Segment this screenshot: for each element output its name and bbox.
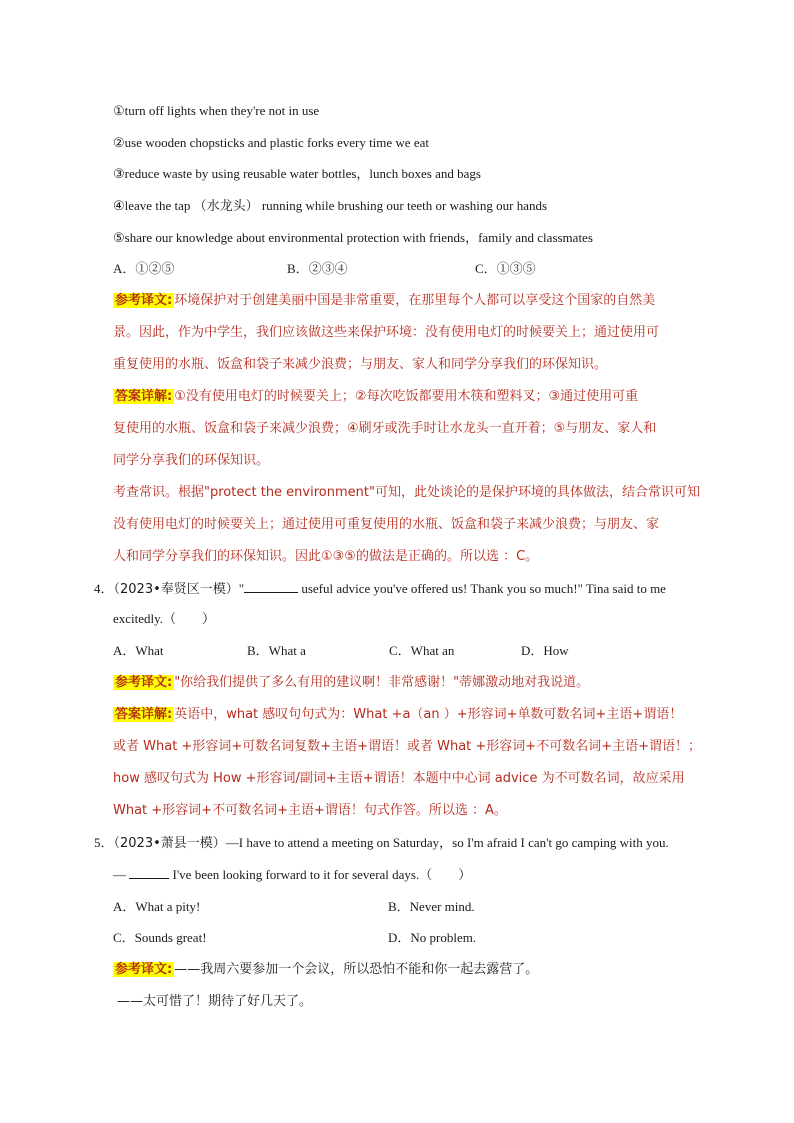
question-5-stem: 5．（2023•萧县一模）—I have to attend a meeting on Saturday，so I'm afraid I can't go camping with you. bbox=[94, 835, 669, 851]
item-5: ⑤share our knowledge about environmental protection with friends，family and classmates bbox=[113, 230, 593, 245]
analysis-tag: 答案详解: bbox=[115, 389, 173, 404]
translation-text: 重复使用的水瓶、饭盒和袋子来减少浪费；与朋友、家人和同学分享我们的环保知识。 bbox=[113, 357, 608, 372]
question-4-stem-cont: excitedly.（ ） bbox=[113, 611, 216, 626]
translation-text: 景。因此，作为中学生，我们应该做这些来保护环境：没有使用电灯的时候要关上；通过使用可 bbox=[113, 325, 660, 340]
question-4-stem: 4．（2023•奉贤区一模）" useful advice you've offered us! Thank you so much!" Tina said to me bbox=[94, 581, 666, 597]
translation-text: 环境保护对于创建美丽中国是非常重要，在那里每个人都可以享受这个国家的自然美 bbox=[174, 293, 656, 308]
q4-option-a: A．What bbox=[113, 643, 164, 658]
item-3: ③reduce waste by using reusable water bottles，lunch boxes and bags bbox=[113, 166, 481, 181]
answer-blank bbox=[244, 580, 298, 593]
analysis-text: ①没有使用电灯的时候要关上；②每次吃饭都要用木筷和塑料叉；③通过使用可重 bbox=[174, 389, 639, 404]
translation-tag: 参考译文: bbox=[115, 962, 173, 977]
q4-option-b: B．What a bbox=[247, 643, 306, 658]
translation-text: ——我周六要参加一个会议，所以恐怕不能和你一起去露营了。 bbox=[174, 962, 539, 977]
q3-option-a: A．①②⑤ bbox=[113, 261, 175, 276]
q4-option-c: C．What an bbox=[389, 643, 455, 658]
answer-blank bbox=[129, 866, 169, 879]
question-number: 5． bbox=[94, 835, 114, 850]
question-number: 4． bbox=[94, 581, 114, 596]
analysis-text: 或者 What +形容词+可数名词复数+主语+谓语！或者 What +形容词+不可数名词+主语+谓语！； bbox=[113, 739, 701, 754]
analysis-text: 考查常识。根据"protect the environment"可知，此处谈论的是保护环境的具体做法，结合常识可知 bbox=[113, 485, 700, 500]
question-source: （2023•奉贤区一模） bbox=[113, 582, 239, 597]
q4-option-d: D．How bbox=[521, 643, 569, 658]
item-1: ①turn off lights when they're not in use bbox=[113, 103, 320, 118]
translation-tag: 参考译文: bbox=[115, 675, 173, 690]
analysis-text: 没有使用电灯的时候要关上；通过使用可重复使用的水瓶、饭盒和袋子来减少浪费；与朋友、家 bbox=[113, 517, 660, 532]
translation-text: "你给我们提供了多么有用的建议啊！非常感谢！"蒂娜激动地对我说道。 bbox=[174, 675, 590, 690]
q3-option-c: C．①③⑤ bbox=[475, 261, 536, 276]
item-4: ④leave the tap （水龙头） running while brushing our teeth or washing our hands bbox=[113, 198, 548, 213]
translation-text: ——太可惜了！期待了好几天了。 bbox=[117, 994, 313, 1009]
analysis-text: What +形容词+不可数名词+主语+谓语！句式作答。所以选 ：A。 bbox=[113, 803, 507, 818]
question-5-stem-cont: — I've been looking forward to it for several days.（ ） bbox=[113, 867, 472, 882]
q5-option-b: B．Never mind. bbox=[388, 899, 475, 914]
q5-option-a: A．What a pity! bbox=[113, 899, 201, 914]
analysis-text: 英语中，what 感叹句句式为：What +a（an ）+形容词+单数可数名词+主语+谓语！ bbox=[174, 707, 683, 722]
q3-option-b: B．②③④ bbox=[287, 261, 348, 276]
analysis-text: how 感叹句式为 How +形容词/副词+主语+谓语！本题中中心词 advice 为不可数名词，故应采用 bbox=[113, 771, 685, 786]
question-source: （2023•萧县一模） bbox=[113, 836, 226, 851]
q5-option-c: C．Sounds great! bbox=[113, 930, 207, 945]
analysis-text: 同学分享我们的环保知识。 bbox=[113, 453, 270, 468]
analysis-text: 复使用的水瓶、饭盒和袋子来减少浪费；④刷牙或洗手时让水龙头一直开着；⑤与朋友、家人和 bbox=[113, 421, 657, 436]
analysis-tag: 答案详解: bbox=[115, 707, 173, 722]
q5-option-d: D．No problem. bbox=[388, 930, 477, 945]
translation-tag: 参考译文: bbox=[115, 293, 173, 308]
item-2: ②use wooden chopsticks and plastic forks every time we eat bbox=[113, 135, 429, 150]
analysis-text: 人和同学分享我们的环保知识。因此①③⑤的做法是正确的。所以选 ：C。 bbox=[113, 549, 539, 564]
